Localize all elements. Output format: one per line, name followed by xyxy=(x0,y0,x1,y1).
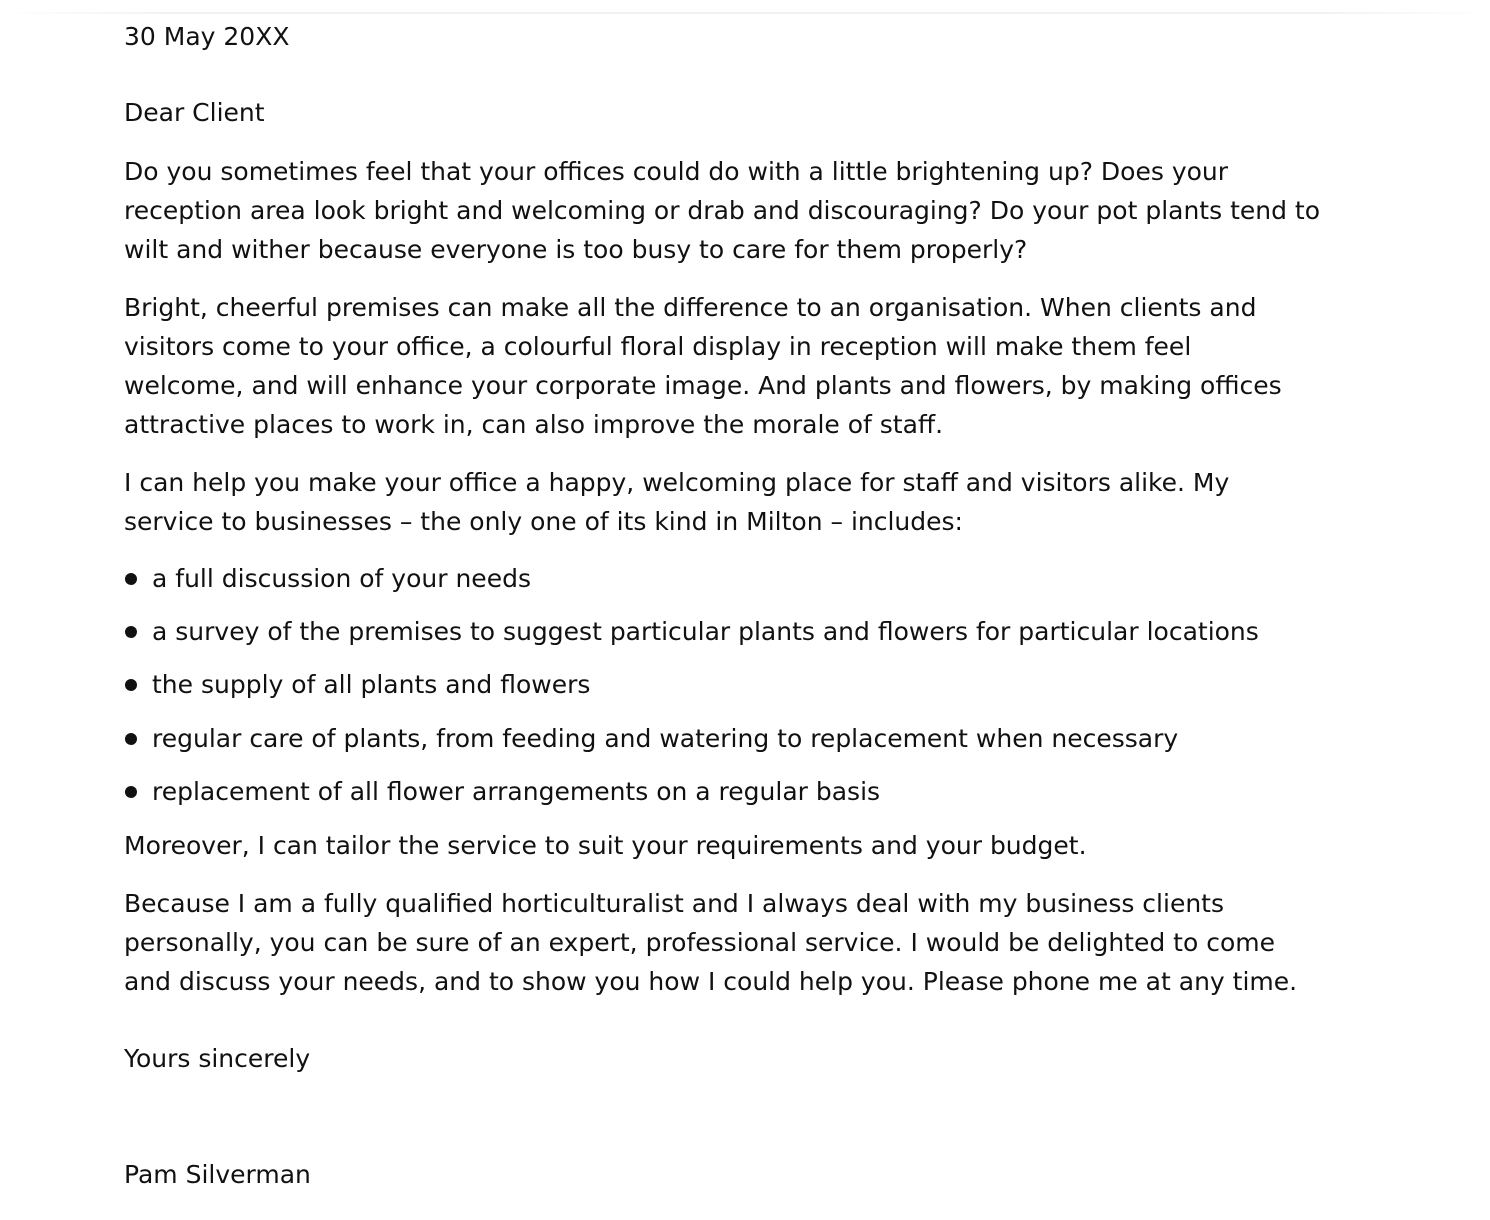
bullet-icon xyxy=(125,679,137,691)
letter-date: 30 May 20XX xyxy=(124,22,290,51)
paragraph-line: attractive places to work in, can also improve the morale of staff. xyxy=(124,410,944,439)
bullet-icon xyxy=(125,573,137,585)
paragraph-benefits xyxy=(124,288,1384,444)
paragraph-line: welcome, and will enhance your corporate image. And plants and flowers, by making offices xyxy=(124,371,1282,400)
paragraph-qualifications xyxy=(124,884,1384,1001)
service-text: a full discussion of your needs xyxy=(152,564,531,593)
list-item xyxy=(124,612,1259,665)
paragraph-line: visitors come to your office, a colourful floral display in reception will make them feel xyxy=(124,332,1192,361)
paragraph-line: and discuss your needs, and to show you how I could help you. Please phone me at any time. xyxy=(124,967,1298,996)
paragraph-service-intro xyxy=(124,463,1384,541)
services-list xyxy=(124,559,1259,825)
list-item xyxy=(124,719,1259,772)
paragraph-tailoring xyxy=(124,826,1384,865)
paragraph-line: I can help you make your office a happy, welcoming place for staff and visitors alike. My xyxy=(124,468,1230,497)
top-divider xyxy=(0,12,1490,14)
service-text: replacement of all flower arrangements on a regular basis xyxy=(152,776,881,806)
paragraph-line: wilt and wither because everyone is too busy to care for them properly? xyxy=(124,235,1028,264)
paragraph-line: personally, you can be sure of an expert, professional service. I would be delighted to come xyxy=(124,928,1275,957)
service-text: a survey of the premises to suggest particular plants and flowers for particular locations xyxy=(152,617,1259,647)
paragraph-intro xyxy=(124,152,1384,269)
closing: Yours sincerely xyxy=(124,1044,311,1073)
list-item xyxy=(124,559,1259,612)
bullet-icon xyxy=(125,626,137,638)
paragraph-line: Because I am a fully qualified horticulturalist and I always deal with my business clients xyxy=(124,889,1224,918)
paragraph-line: reception area look bright and welcoming or drab and discouraging? Do your pot plants tend to xyxy=(124,196,1321,225)
signatory-name: Pam Silverman xyxy=(124,1160,311,1189)
paragraph-line: Bright, cheerful premises can make all the difference to an organisation. When clients and xyxy=(124,293,1257,322)
list-item xyxy=(124,772,1259,825)
service-text: the supply of all plants and flowers xyxy=(152,670,591,700)
service-text: regular care of plants, from feeding and watering to replacement when necessary xyxy=(152,723,1179,753)
bullet-icon xyxy=(125,786,137,798)
paragraph-line: Moreover, I can tailor the service to suit your requirements and your budget. xyxy=(124,831,1087,860)
salutation: Dear Client xyxy=(124,98,265,127)
list-item xyxy=(124,665,1259,718)
bullet-icon xyxy=(125,733,137,745)
paragraph-line: Do you sometimes feel that your offices could do with a little brightening up? Does your xyxy=(124,157,1229,186)
paragraph-line: service to businesses – the only one of its kind in Milton – includes: xyxy=(124,507,963,536)
